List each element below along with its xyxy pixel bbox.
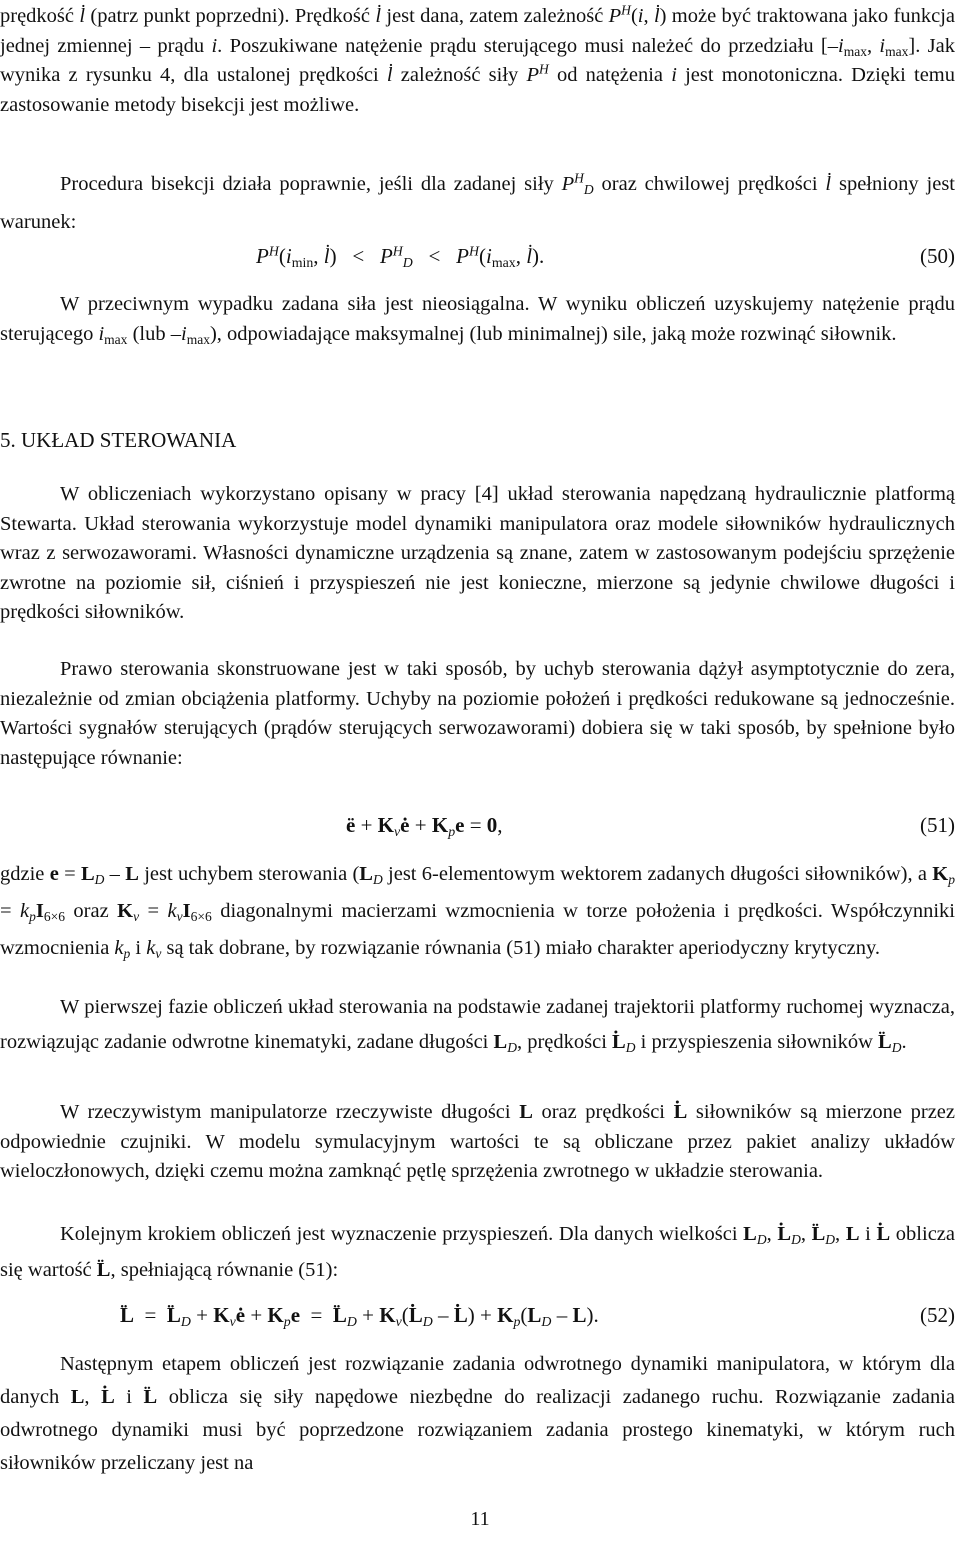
equation-52 <box>0 1303 955 1339</box>
paragraph-8: W rzeczywistym manipulatorze rzeczywiste długości L oraz prędkości L̇ siłowników są mierzone przez odpowiednie czujniki. W modelu symulacyjnym wartości te są obliczane przez pakiet analizy układów wieloczłonowych, dzięki czemu można zamknąć pętlę sprzężenia zwrotnego w układzie sterowania. <box>0 1101 955 1182</box>
paragraph-7: W pierwszej fazie obliczeń układ sterowania na podstawie zadanej trajektorii platformy ruchomej wyznacza, rozwiązując zadanie odwrotne kinematyki, zadane długości $L_D$, prędkości $L̇_D$ i przyspieszenia siłowników $L̈_D$. <box>0 996 955 1056</box>
paragraph-6: gdzie $e = L_D - L$ jest uchybem sterowania ($L_D$ jest 6-elementowym wektorem zadanych długości siłowników), a $K_p = k_pI_{6\times 6}$ oraz $K_v = k_vI_{6\times 6}$ diagonalnymi macierzami wzmocnienia w torze położenia i prędkości. Współczynniki wzmocnienia $k_p$ i $k_v$ są tak dobrane, by rozwiązanie równania (51) miało charakter aperiodyczny krytyczny. <box>0 863 956 962</box>
paragraph-2: Procedura bisekcji działa poprawnie, jeśli dla zadanej siły $P^H_D$ oraz chwilowej prędkości l̇ spełniony jest warunek: <box>0 170 955 233</box>
paragraph-9: Kolejnym krokiem obliczeń jest wyznaczenie przyspieszeń. Dla danych wielkości $L_D$, $L̇_D$, $L̈_D$, L i L̇ oblicza się wartość L̈, spełniającą równanie (51): <box>0 1223 955 1281</box>
paragraph-1: prędkość l̇ (patrz punkt poprzedni). Prędkość l̇ jest dana, zatem zależność $P^H(i$, l̇) może być traktowana jako funkcja jednej zmiennej – prądu i. Poszukiwane natężenie prądu sterującego musi należeć do przedziału [$-i_{max}$, $i_{max}$]. Jak wynika z rysunku 4, dla ustalonej prędkości l̇ zależność siły $P^H$ od natężenia i jest monotoniczna. Dzięki temu zastosowanie metody bisekcji jest możliwe. <box>0 2 956 116</box>
equation-51-body: ë + $K_vė + K_pe = 0$, <box>346 813 503 840</box>
section-heading: 5. UKŁAD STEROWANIA <box>0 428 237 452</box>
paragraph-4: W obliczeniach wykorzystano opisany w pracy [4] układ sterowania napędzaną hydraulicznie platformą Stewarta. Układ sterowania wykorzystuje model dynamiki manipulatora oraz modele siłowników hydraulicznych wraz z serwozaworami. Własności dynamiczne urządzenia są znane, zatem w zastosowanym podejściu sprzężenie zwrotne na poziomie sił, ciśnień i przyspieszeń nie jest konieczne, mierzone są jedynie chwilowe długości i prędkości siłowników. <box>0 483 955 623</box>
paragraph-10: Następnym etapem obliczeń jest rozwiązanie zadania odwrotnego dynamiki manipulatora, w którym dla danych L, L̇ i L̈ oblicza się siły napędowe niezbędne do realizacji zadanego ruchu. Rozwiązanie zadania odwrotnego dynamiki musi być poprzedzone rozwiązaniem zadania prostego kinematyki, w którym ruch siłowników przeliczany jest na <box>0 1353 956 1474</box>
equation-51 <box>0 813 955 849</box>
equation-50 <box>0 244 955 280</box>
paragraph-5: Prawo sterowania skonstruowane jest w taki sposób, by uchyb sterowania dążył asymptotycznie do zera, niezależnie od zmian obciążenia platformy. Uchyby na poziomie położeń i prędkości redukowane są jednocześnie. Wartości sygnałów sterujących (prądów sterujących serwozaworami) dobiera się w taki sposób, by spełnione było następujące równanie: <box>0 658 955 769</box>
page-number: 11 <box>470 1508 490 1530</box>
equation-52-number: (52) <box>920 1303 955 1327</box>
equation-51-number: (51) <box>920 813 955 837</box>
paragraph-3: W przeciwnym wypadku zadana siła jest nieosiągalna. W wyniku obliczeń uzyskujemy natężenie prądu sterującego $i_{max}$ (lub $-i_{max}$), odpowiadające maksymalnej (lub minimalnej) sile, jaką może rozwinąć siłownik. <box>0 293 955 347</box>
equation-52-body: L̈ = $L̈_D$ + $K_vė + K_pe$ = $L̈_D$ + $K_v(L̇_D$ – L̇) + $K_p(L_D - L)$. <box>120 1303 599 1330</box>
equation-50-body: $P^H(i_{min}$, l̇) < $P^H_D < P^H(i_{max}$, l̇). <box>256 243 545 271</box>
equation-50-number: (50) <box>920 244 955 268</box>
